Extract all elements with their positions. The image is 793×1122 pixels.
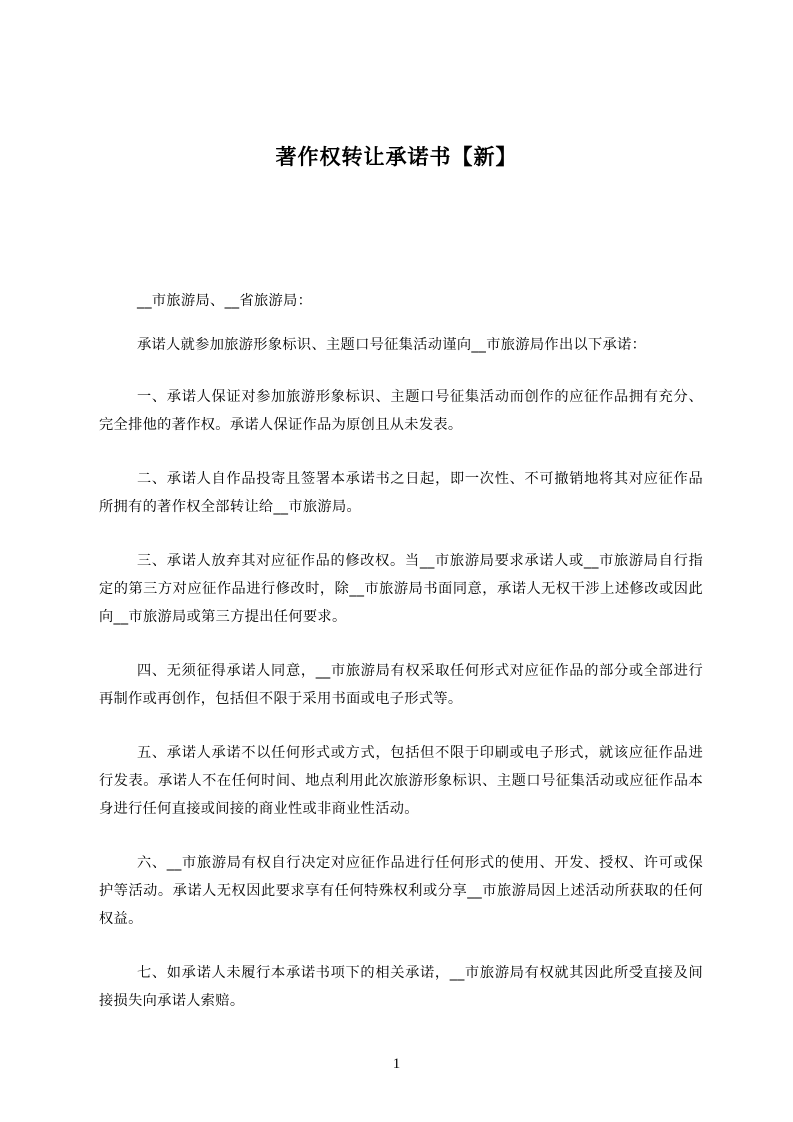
clause-7: 七、如承诺人未履行本承诺书项下的相关承诺，__市旅游局有权就其因此所受直接及间接损失向承诺人索赔。 (99, 965, 703, 1009)
clause-6: 六、__市旅游局有权自行决定对应征作品进行任何形式的使用、开发、授权、许可或保护等活动。承诺人无权因此要求享有任何特殊权利或分享__市旅游局因上述活动所获取的任何权益。 (99, 855, 703, 927)
page-number: 1 (392, 1056, 401, 1072)
clause-5: 五、承诺人承诺不以任何形式或方式，包括但不限于印刷或电子形式，就该应征作品进行发表。承诺人不在任何时间、地点利用此次旅游形象标识、主题口号征集活动或应征作品本身进行任何直接或间接的商业性或非商业性活动。 (99, 745, 703, 817)
intro-paragraph: 承诺人就参加旅游形象标识、主题口号征集活动谨向__市旅游局作出以下承诺： (137, 337, 647, 353)
document-body (99, 287, 703, 1041)
clause-2: 二、承诺人自作品投寄且签署本承诺书之日起，即一次性、不可撤销地将其对应征作品所拥有的著作权全部转让给__市旅游局。 (99, 471, 703, 515)
clause-1: 一、承诺人保证对参加旅游形象标识、主题口号征集活动而创作的应征作品拥有充分、完全排他的著作权。承诺人保证作品为原创且从未发表。 (99, 389, 703, 433)
clause-3: 三、承诺人放弃其对应征作品的修改权。当__市旅游局要求承诺人或__市旅游局自行指定的第三方对应征作品进行修改时，除__市旅游局书面同意，承诺人无权干涉上述修改或因此向__市旅游局或第三方提出任何要求。 (99, 553, 703, 625)
document-title: 著作权转让承诺书【新】 (275, 145, 518, 169)
clause-4: 四、无须征得承诺人同意，__市旅游局有权采取任何形式对应征作品的部分或全部进行再制作或再创作，包括但不限于采用书面或电子形式等。 (99, 663, 703, 707)
salutation: __市旅游局、__省旅游局： (137, 293, 313, 309)
